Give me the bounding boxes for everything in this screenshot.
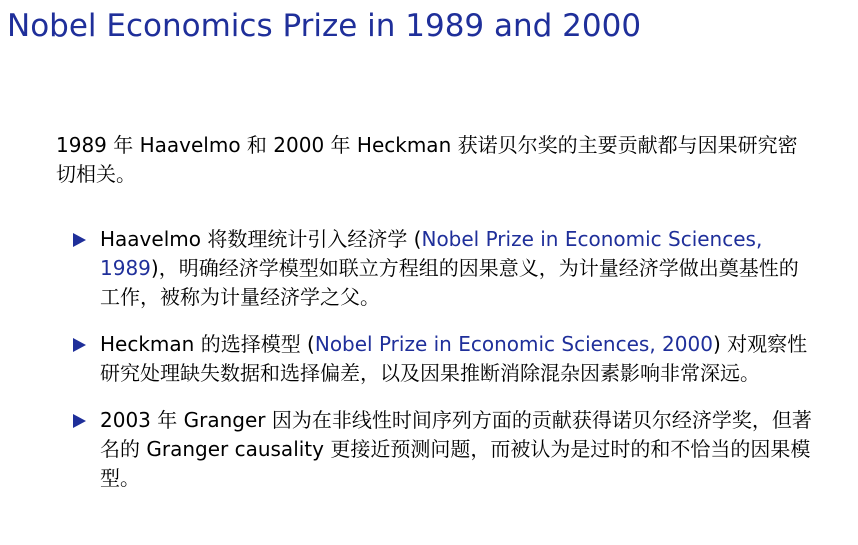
citation-link[interactable]: Nobel Prize in Economic Sciences, 2000 [314, 332, 713, 356]
bullet-triangle-icon [73, 338, 86, 352]
bullet-text: ) 对观察性研究处理缺失数据和选择偏差，以及因果推断消除混杂因素影响非常深远。 [100, 332, 808, 385]
bullet-text: 2003 年 Granger 因为在非线性时间序列方面的贡献获得诺贝尔经济学奖，但著名的 Granger causality 更接近预测问题，而被认为是过时的和不恰当的因果模型。 [100, 408, 812, 490]
bullet-list [70, 225, 814, 493]
slide-title: Nobel Economics Prize in 1989 and 2000 [7, 8, 642, 44]
bullet-triangle-icon [73, 414, 86, 428]
citation-link[interactable]: Nobel Prize in Economic Sciences, 1989 [100, 227, 763, 280]
bullet-item-heckman [70, 330, 814, 388]
bullet-text: Heckman 的选择模型 ( [100, 332, 315, 356]
bullet-item-granger [70, 406, 814, 493]
bullet-item-haavelmo [70, 225, 814, 312]
bullet-text: )，明确经济学模型如联立方程组的因果意义，为计量经济学做出奠基性的工作，被称为计量经济学之父。 [100, 256, 799, 309]
bullet-triangle-icon [73, 233, 86, 247]
bullet-text: Haavelmo 将数理统计引入经济学 ( [100, 227, 422, 251]
intro-paragraph: 1989 年 Haavelmo 和 2000 年 Heckman 获诺贝尔奖的主要贡献都与因果研究密切相关。 [56, 133, 798, 186]
